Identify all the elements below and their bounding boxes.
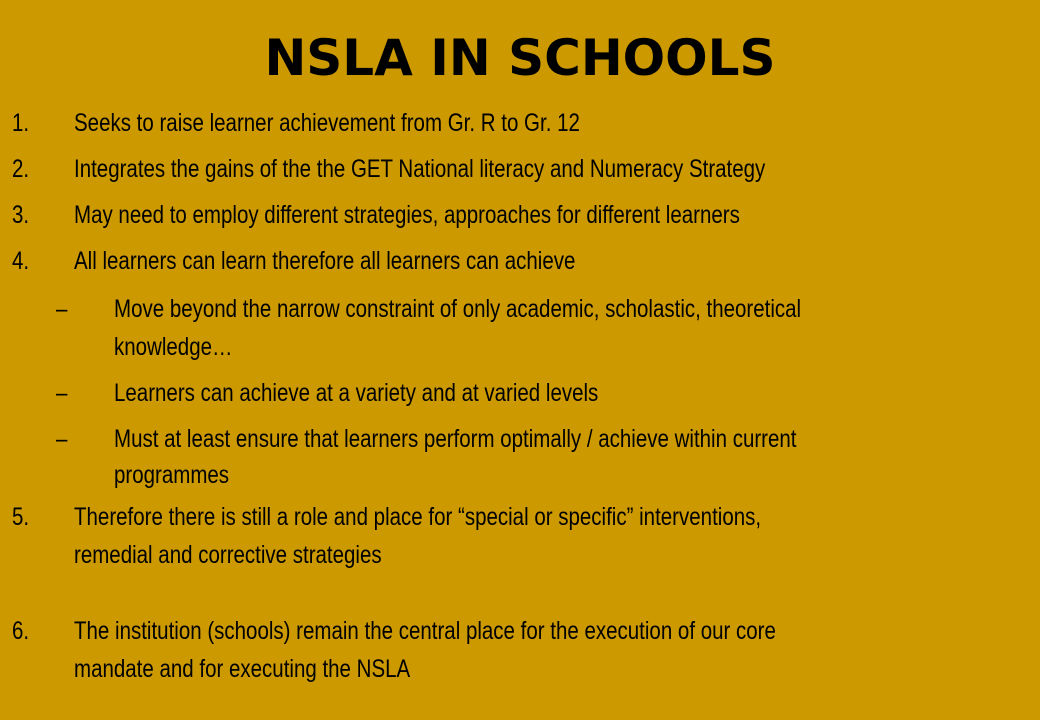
sub-bullet-text: programmes bbox=[114, 461, 230, 489]
sub-bullet-dash: – bbox=[56, 379, 68, 407]
sub-bullet-text: Learners can achieve at a variety and at varied levels bbox=[114, 379, 599, 407]
item-number: 1. bbox=[12, 109, 30, 137]
item-text: All learners can learn therefore all learners can achieve bbox=[74, 247, 576, 275]
sub-bullet-dash: – bbox=[56, 295, 68, 323]
item-number: 5. bbox=[12, 503, 30, 531]
item-number: 3. bbox=[12, 201, 30, 229]
item-text: Therefore there is still a role and place for “special or specific” interventions, bbox=[74, 503, 762, 531]
item-number: 6. bbox=[12, 617, 30, 645]
sub-bullet-text: Must at least ensure that learners perform optimally / achieve within current bbox=[114, 425, 797, 453]
item-number: 4. bbox=[12, 247, 30, 275]
sub-bullet-text: Move beyond the narrow constraint of only academic, scholastic, theoretical bbox=[114, 295, 802, 323]
item-number: 2. bbox=[12, 155, 30, 183]
item-text: remedial and corrective strategies bbox=[74, 541, 382, 569]
slide-title: NSLA IN SCHOOLS bbox=[264, 29, 776, 87]
item-text: The institution (schools) remain the central place for the execution of our core bbox=[74, 617, 776, 645]
item-text: Seeks to raise learner achievement from Gr. R to Gr. 12 bbox=[74, 109, 580, 137]
item-text: Integrates the gains of the the GET National literacy and Numeracy Strategy bbox=[74, 155, 766, 183]
item-text: mandate and for executing the NSLA bbox=[74, 655, 411, 683]
sub-bullet-dash: – bbox=[56, 425, 68, 453]
sub-bullet-text: knowledge… bbox=[114, 333, 233, 361]
item-text: May need to employ different strategies, approaches for different learners bbox=[74, 201, 740, 229]
